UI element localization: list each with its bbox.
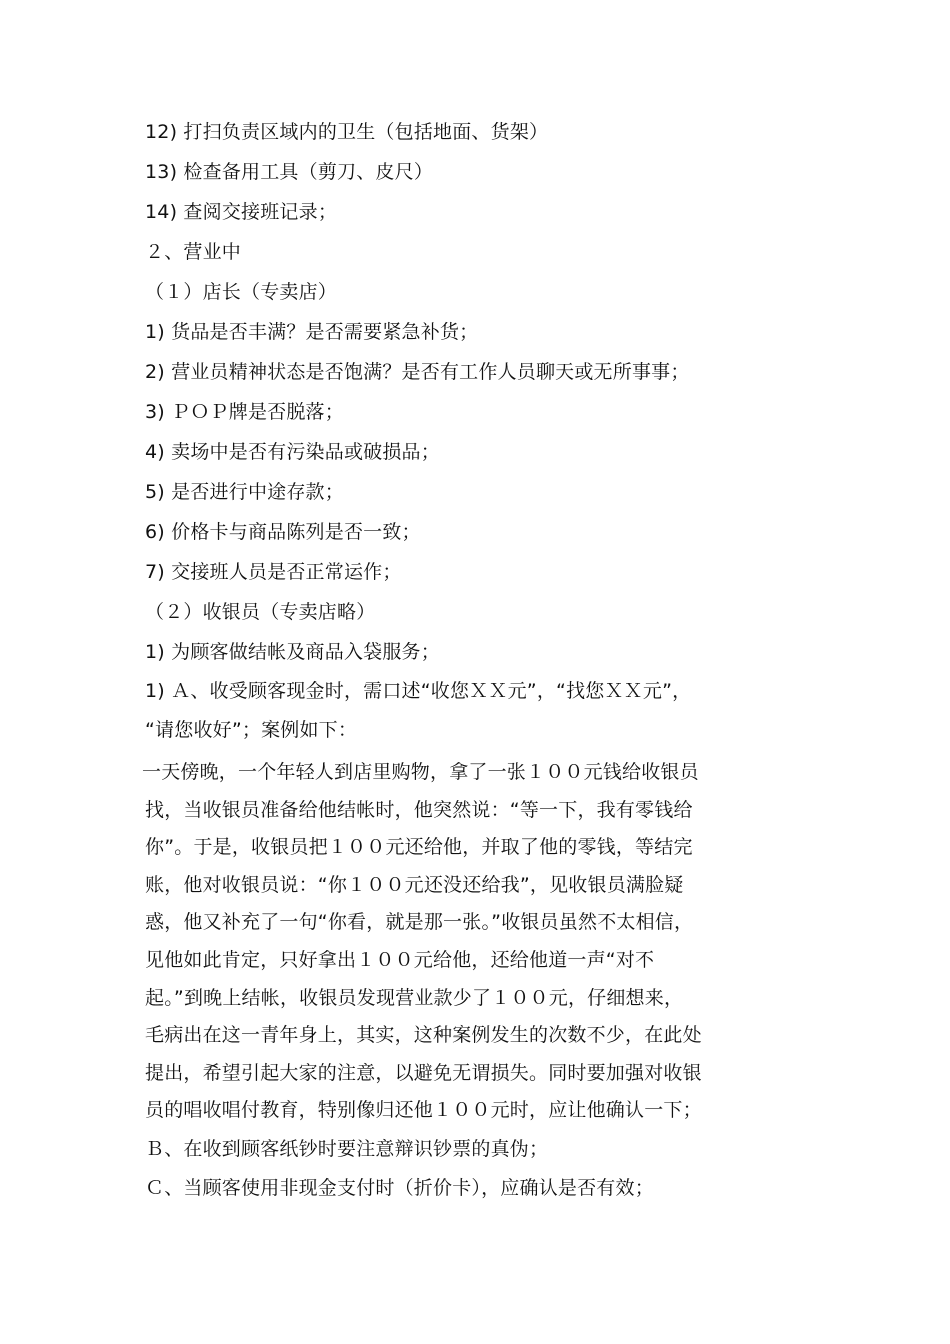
cashier-item-1: 1) 为顾客做结帐及商品入袋服务； [145,641,440,663]
document-body [142,112,815,1208]
list-item-13: 13) 检查备用工具（剪刀、皮尺） [145,161,434,183]
subsection-heading-store-manager: （１）店长（专卖店） [145,281,338,303]
list-item-12: 12) 打扫负责区域内的卫生（包括地面、货架） [145,121,549,143]
list-item-4: 4) 卖场中是否有污染品或破损品； [145,441,440,463]
case-study-line: 一天傍晚，一个年轻人到店里购物，拿了一张１００元钱给收银员 [142,761,699,783]
case-study-line: 提出，希望引起大家的注意，以避免无谓损失。同时要加强对收银 [145,1061,702,1084]
cashier-item-c: Ｃ、当顾客使用非现金支付时（折价卡），应确认是否有效； [145,1176,654,1199]
cashier-item-1a-continued: “请您收好”；案例如下： [145,719,358,741]
list-item-5: 5) 是否进行中途存款； [145,481,344,503]
section-heading-business-hours: ２、营业中 [145,241,242,263]
case-study-line: 员的唱收唱付教育，特别像归还他１００元时，应让他确认一下； [145,1099,702,1122]
case-study-line: 找，当收银员准备给他结帐时，他突然说：“等一下，我有零钱给 [145,798,693,821]
case-study-line: 你”。于是，收银员把１００元还给他，并取了他的零钱，等结完 [145,836,693,859]
list-item-6: 6) 价格卡与商品陈列是否一致； [145,521,421,543]
list-item-7: 7) 交接班人员是否正常运作； [145,561,402,583]
cashier-item-1a: 1) Ａ、收受顾客现金时，需口述“收您ＸＸ元”，“找您ＸＸ元”， [145,680,692,702]
subsection-heading-cashier: （２）收银员（专卖店略） [145,601,376,623]
list-item-2: 2) 营业员精神状态是否饱满？是否有工作人员聊天或无所事事； [145,361,690,383]
case-study-line: 惑，他又补充了一句“你看，就是那一张。”收银员虽然不太相信， [145,911,694,934]
list-item-14: 14) 查阅交接班记录； [145,201,338,223]
case-study-line: 账，他对收银员说：“你１００元还没还给我”，见收银员满脸疑 [145,873,684,896]
case-study-paragraph [142,754,805,1130]
case-study-line: 见他如此肯定，只好拿出１００元给他，还给他道一声“对不 [145,948,655,971]
cashier-item-b: Ｂ、在收到顾客纸钞时要注意辩识钞票的真伪； [145,1137,549,1160]
list-item-3: 3) ＰＯＰ牌是否脱落； [145,401,344,423]
list-item-1: 1) 货品是否丰满？是否需要紧急补货； [145,321,479,343]
case-study-line: 起。”到晚上结帐，收银员发现营业款少了１００元，仔细想来， [145,986,684,1009]
case-study-line: 毛病出在这一青年身上，其实，这种案例发生的次数不少，在此处 [145,1024,702,1047]
